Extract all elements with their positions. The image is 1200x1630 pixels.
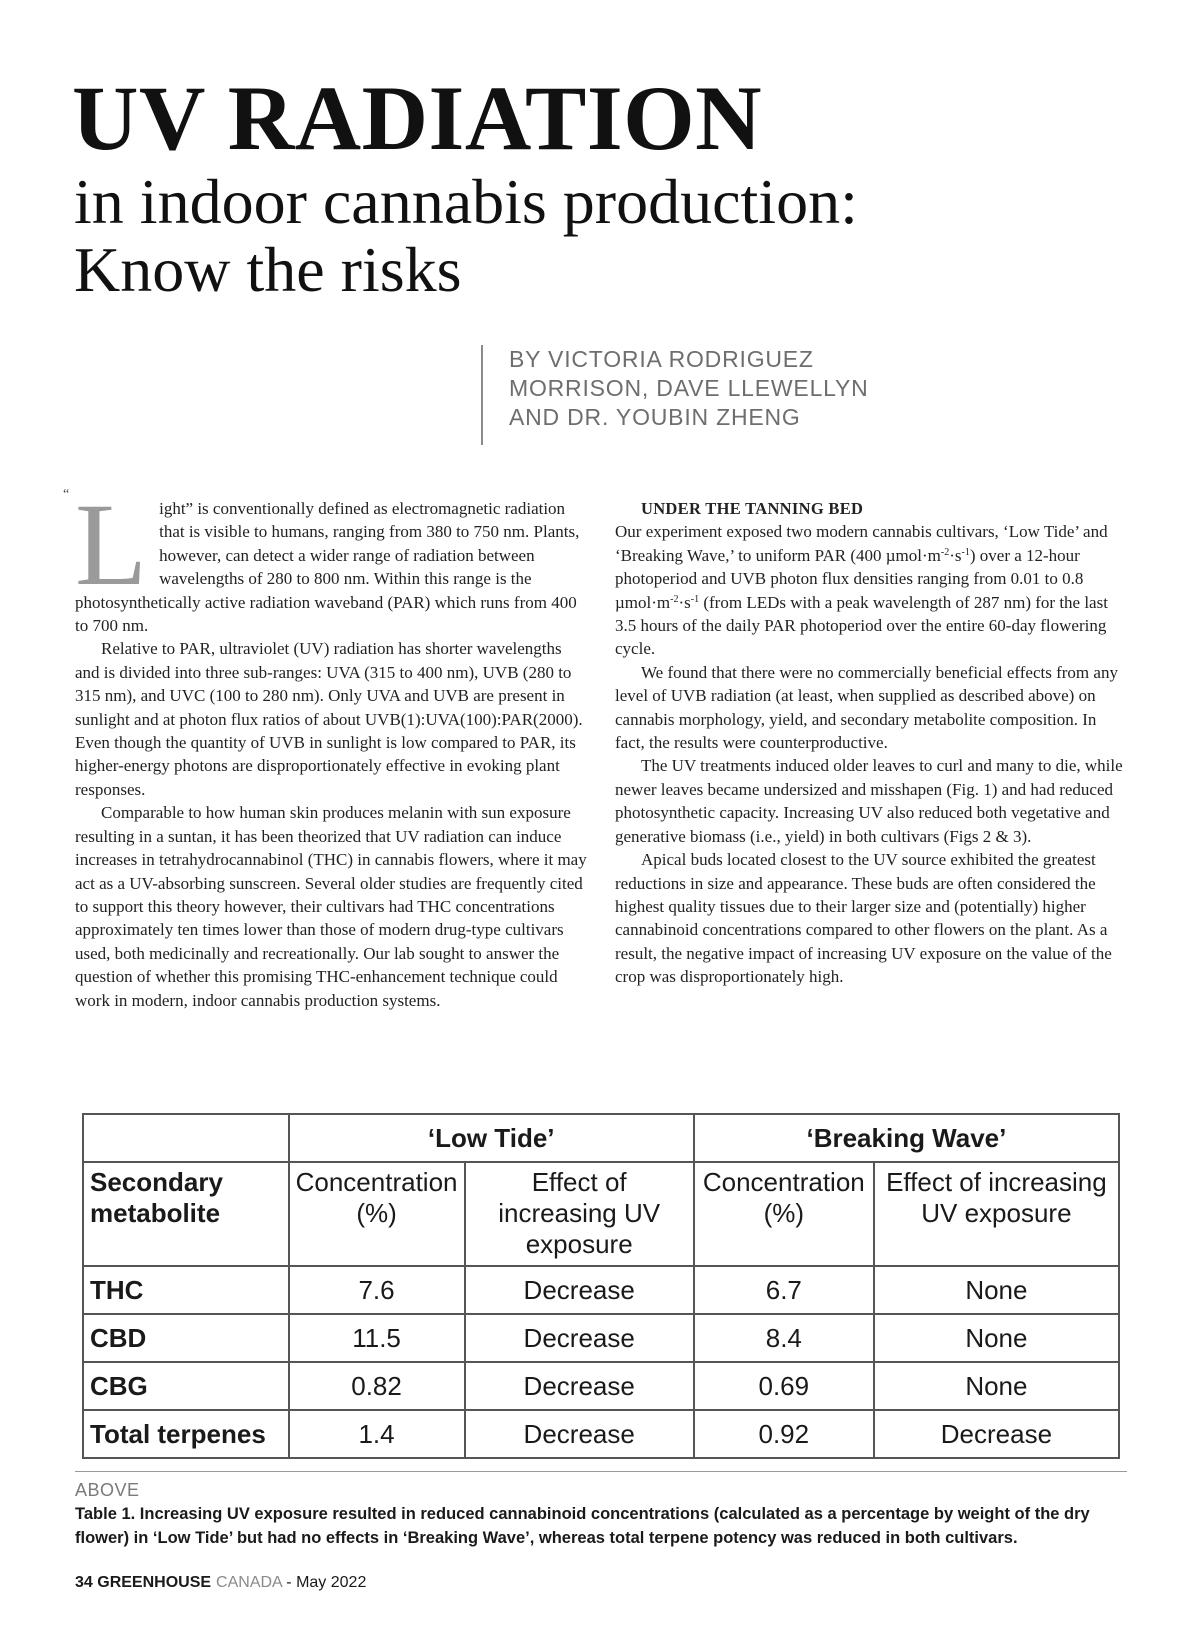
lt-concentration: 7.6: [289, 1266, 465, 1314]
article-column-left: [75, 479, 587, 1012]
table-caption: Table 1. Increasing UV exposure resulted in reduced cannabinoid concentrations (calculated as a percentage by weight of the dry flower) in ‘Low Tide’ but had no effects in ‘Breaking Wave’, whereas total terpene potency was reduced in both cultivars.: [75, 1505, 1090, 1547]
paragraph-1: [75, 479, 587, 637]
lt-effect: Decrease: [465, 1362, 694, 1410]
byline-line3: AND DR. YOUBIN ZHENG: [509, 404, 801, 430]
bw-concentration: 6.7: [694, 1266, 874, 1314]
p4-sup3: -2: [670, 593, 679, 605]
header-lt-effect: Effect of increasing UV exposure: [465, 1162, 694, 1266]
cultivar-breaking-wave: ‘Breaking Wave’: [694, 1114, 1119, 1162]
bw-effect: None: [874, 1266, 1119, 1314]
paragraph-5: We found that there were no commercially beneficial effects from any level of UVB radiation (at least, when supplied as described above) on cannabis morphology, yield, and secondary metabolite composition. In fact, the results were counterproductive.: [615, 662, 1118, 753]
p4-e: (from LEDs with a peak wavelength of 287 nm) for the last 3.5 hours of the daily PAR photoperiod over the entire 60-day flowering cycle.: [615, 592, 1108, 659]
row-name: THC: [83, 1266, 289, 1314]
article-column-right: [615, 497, 1127, 989]
table-row: [83, 1362, 1119, 1410]
bw-effect: Decrease: [874, 1410, 1119, 1458]
p4-d: ·s: [678, 592, 691, 612]
caption-label: ABOVE: [75, 1480, 140, 1500]
page-number: 34: [75, 1574, 93, 1591]
issue-date: - May 2022: [286, 1574, 367, 1591]
lt-concentration: 11.5: [289, 1314, 465, 1362]
p4-sup2: -1: [961, 546, 970, 558]
paragraph-7: Apical buds located closest to the UV source exhibited the greatest reductions in size and appearance. These buds are often considered the highest quality tissues due to their larger size and (potentially) higher cannabinoid concentrations compared to other flowers on the plant. As a result, the negative impact of increasing UV exposure on the value of the crop was disproportionately high.: [615, 850, 1112, 987]
lt-concentration: 1.4: [289, 1410, 465, 1458]
bw-effect: None: [874, 1314, 1119, 1362]
caption-divider: [75, 1471, 1127, 1472]
lt-effect: Decrease: [465, 1410, 694, 1458]
row-name: CBD: [83, 1314, 289, 1362]
bw-concentration: 8.4: [694, 1314, 874, 1362]
table-header-row: [83, 1162, 1119, 1266]
header-bw-concentration: Concentration (%): [694, 1162, 874, 1266]
paragraph-2: Relative to PAR, ultraviolet (UV) radiation has shorter wavelengths and is divided into three sub-ranges: UVA (315 to 400 nm), UVB (280 to 315 nm), and UVC (100 to 280 nm). Only UVA and UVB are present in sunlight and at photon flux ratios of about UVB(1):UVA(100):PAR(2000). Even though the quantity of UVB in sunlight is low compared to PAR, its higher-energy photons are disproportionately effective in evoking plant responses.: [75, 639, 583, 799]
section-heading: UNDER THE TANNING BED: [641, 499, 864, 518]
p4-sup4: -1: [690, 593, 700, 605]
results-table: [82, 1113, 1120, 1459]
header-metabolite: Secondary metabolite: [83, 1162, 289, 1266]
p4-sup1: -2: [940, 546, 950, 558]
table-row: [83, 1314, 1119, 1362]
bw-concentration: 0.69: [694, 1362, 874, 1410]
table-row: [83, 1410, 1119, 1458]
publication-name: GREENHOUSE: [97, 1574, 212, 1591]
row-name: Total terpenes: [83, 1410, 289, 1458]
paragraph-4: [615, 520, 1127, 660]
p4-b: ·s: [949, 545, 962, 565]
row-name: CBG: [83, 1362, 289, 1410]
header-lt-concentration: Concentration (%): [289, 1162, 465, 1266]
paragraph-3: Comparable to how human skin produces melanin with sun exposure resulting in a suntan, it has been theorized that UV radiation can induce increases in tetrahydrocannabinol (THC) in cannabis flowers, where it may act as a UV-absorbing sunscreen. Several older studies are frequently cited to support this theory however, their cultivars had THC concentrations approximately ten times lower than those of modern drug-type cultivars used, both medicinally and recreationally. Our lab sought to answer the question of whether this promising THC-enhancement technique could work in modern, indoor cannabis production systems.: [75, 803, 587, 1010]
lt-concentration: 0.82: [289, 1362, 465, 1410]
p4-c: ) over a 12-hour photoperiod and UVB photon flux densities ranging from 0.01 to 0.8 µmol·m: [615, 545, 1084, 612]
paragraph-1-text: ight” is conventionally defined as electromagnetic radiation that is visible to humans, ranging from 380 to 750 nm. Plants, however, can detect a wider range of radiation between wavelengths of 280 to 800 nm. Within this range is the photosynthetically active radiation waveband (PAR) which runs from 400 to 700 nm.: [75, 499, 580, 636]
headline-sub-line1: in indoor cannabis production:: [74, 166, 858, 237]
cultivar-low-tide: ‘Low Tide’: [289, 1114, 694, 1162]
byline: [481, 345, 869, 445]
headline-sub-line2: Know the risks: [74, 234, 462, 305]
publication-name-suffix: CANADA: [216, 1574, 282, 1591]
p4-a: Our experiment exposed two modern cannabis cultivars, ‘Low Tide’ and ‘Breaking Wave,’ to uniform PAR (400 µmol·m: [615, 522, 1108, 565]
paragraph-6: The UV treatments induced older leaves to curl and many to die, while newer leaves became undersized and misshapen (Fig. 1) and had reduced photosynthetic capacity. Increasing UV also reduced both vegetative and generative biomass (i.e., yield) in both cultivars (Figs 2 & 3).: [615, 756, 1123, 846]
open-quote: “: [63, 487, 70, 502]
lt-effect: Decrease: [465, 1314, 694, 1362]
page-footer: [75, 1574, 366, 1592]
lt-effect: Decrease: [465, 1266, 694, 1314]
bw-concentration: 0.92: [694, 1410, 874, 1458]
byline-line1: BY VICTORIA RODRIGUEZ: [509, 346, 814, 372]
results-table-wrap: [82, 1113, 1120, 1459]
headline-sub: [74, 168, 858, 304]
drop-cap: L: [75, 479, 148, 610]
table-row: [83, 1266, 1119, 1314]
table-corner-cell: [83, 1114, 289, 1162]
bw-effect: None: [874, 1362, 1119, 1410]
byline-line2: MORRISON, DAVE LLEWELLYN: [509, 375, 869, 401]
table-cultivar-row: [83, 1114, 1119, 1162]
headline-main: UV RADIATION: [72, 67, 763, 169]
header-bw-effect: Effect of increasing UV exposure: [874, 1162, 1119, 1266]
